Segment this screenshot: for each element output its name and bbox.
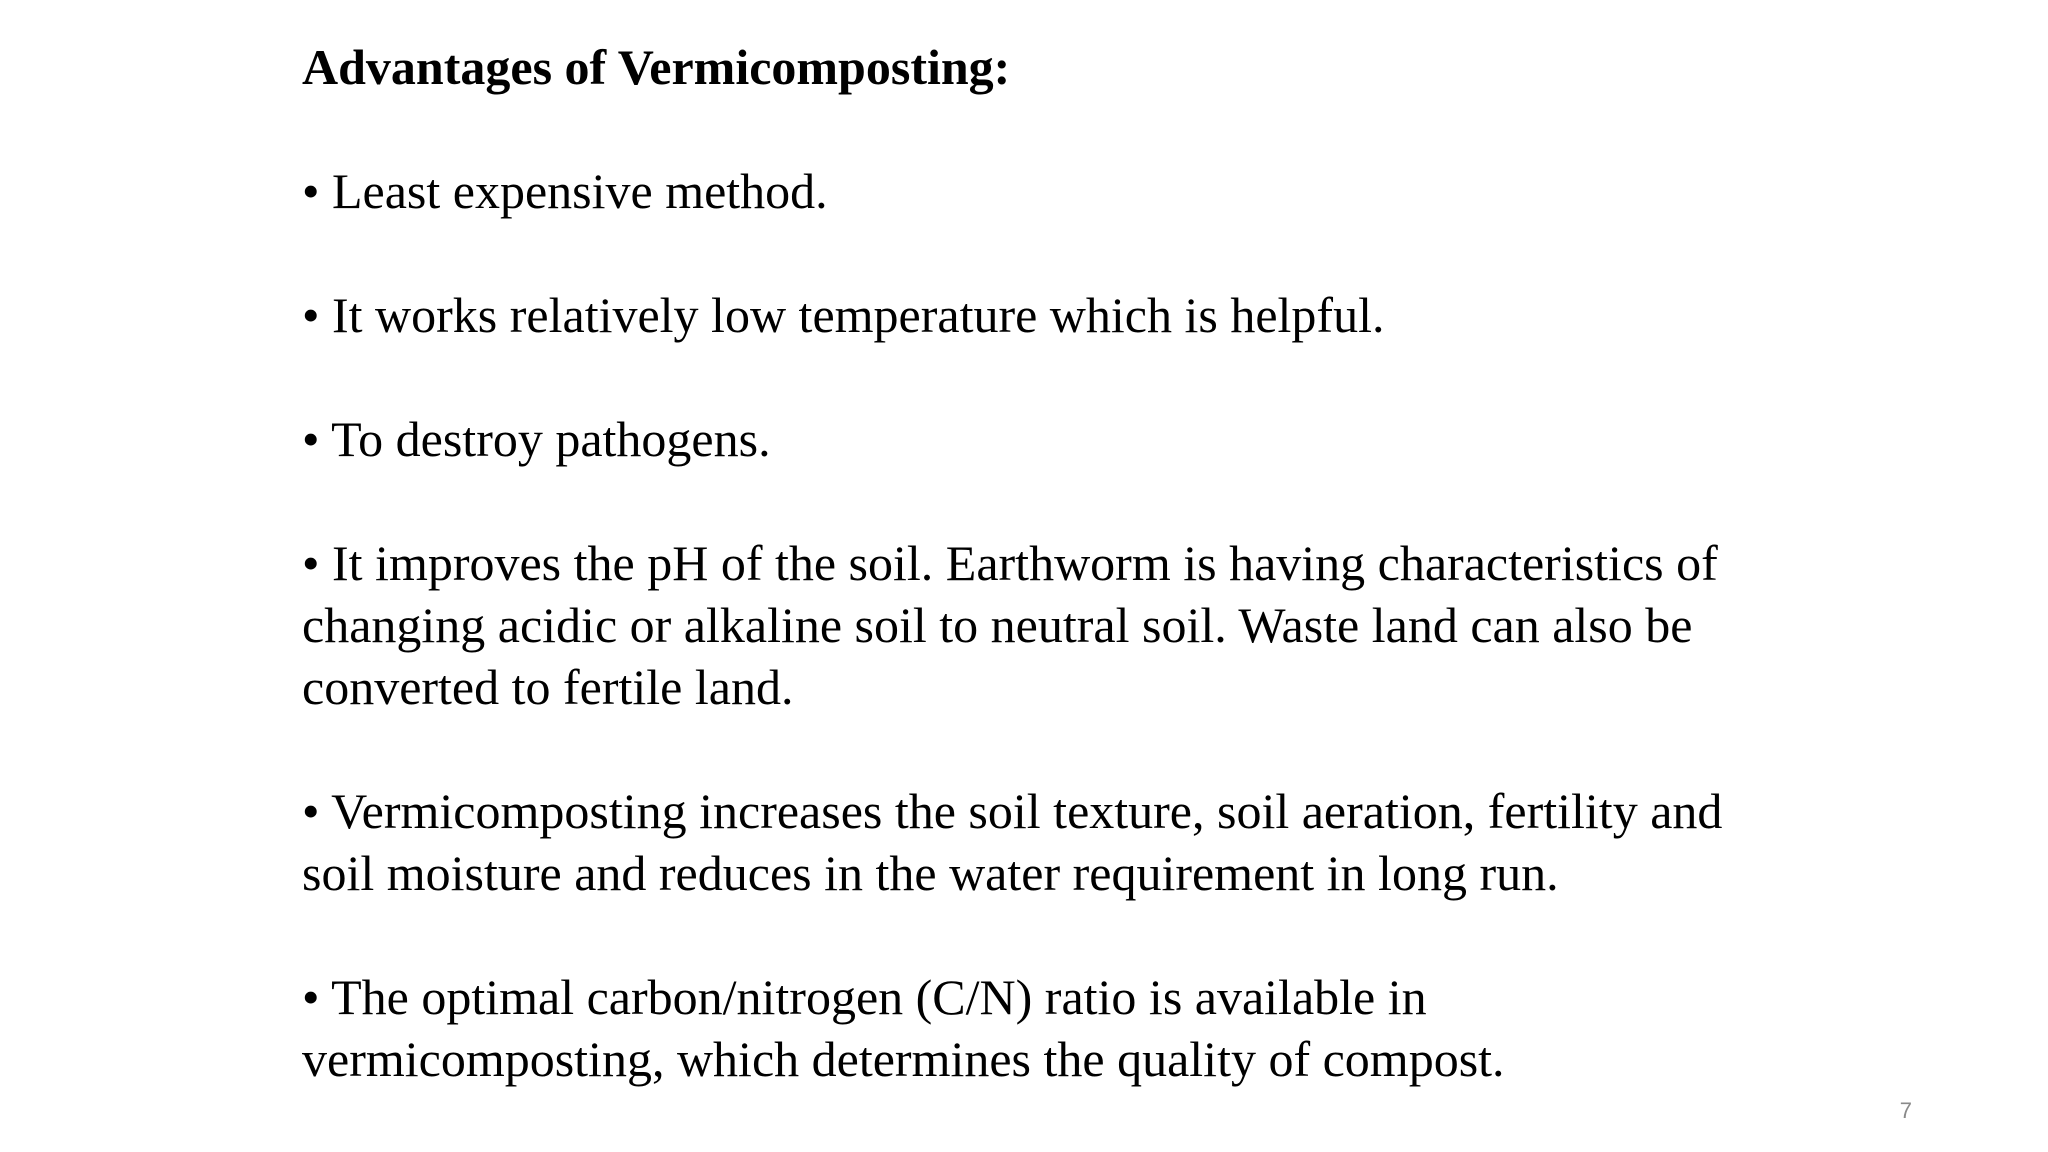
slide-number: 7: [1899, 1098, 1912, 1123]
bullet-item: • It works relatively low temperature which is helpful.: [302, 287, 1385, 343]
bullet-item: • The optimal carbon/nitrogen (C/N) ratio is available in vermicomposting, which determines the quality of compost.: [302, 969, 1505, 1087]
bullet-item: • To destroy pathogens.: [302, 411, 771, 467]
slide-content: [302, 36, 1762, 1090]
bullet-item: • Vermicomposting increases the soil texture, soil aeration, fertility and soil moisture and reduces in the water requirement in long run.: [302, 783, 1723, 901]
slide-title: Advantages of Vermicomposting:: [302, 39, 1011, 95]
bullet-item: • Least expensive method.: [302, 163, 828, 219]
bullet-item: • It improves the pH of the soil. Earthworm is having characteristics of changing acidic or alkaline soil to neutral soil. Waste land can also be converted to fertile land.: [302, 535, 1718, 715]
